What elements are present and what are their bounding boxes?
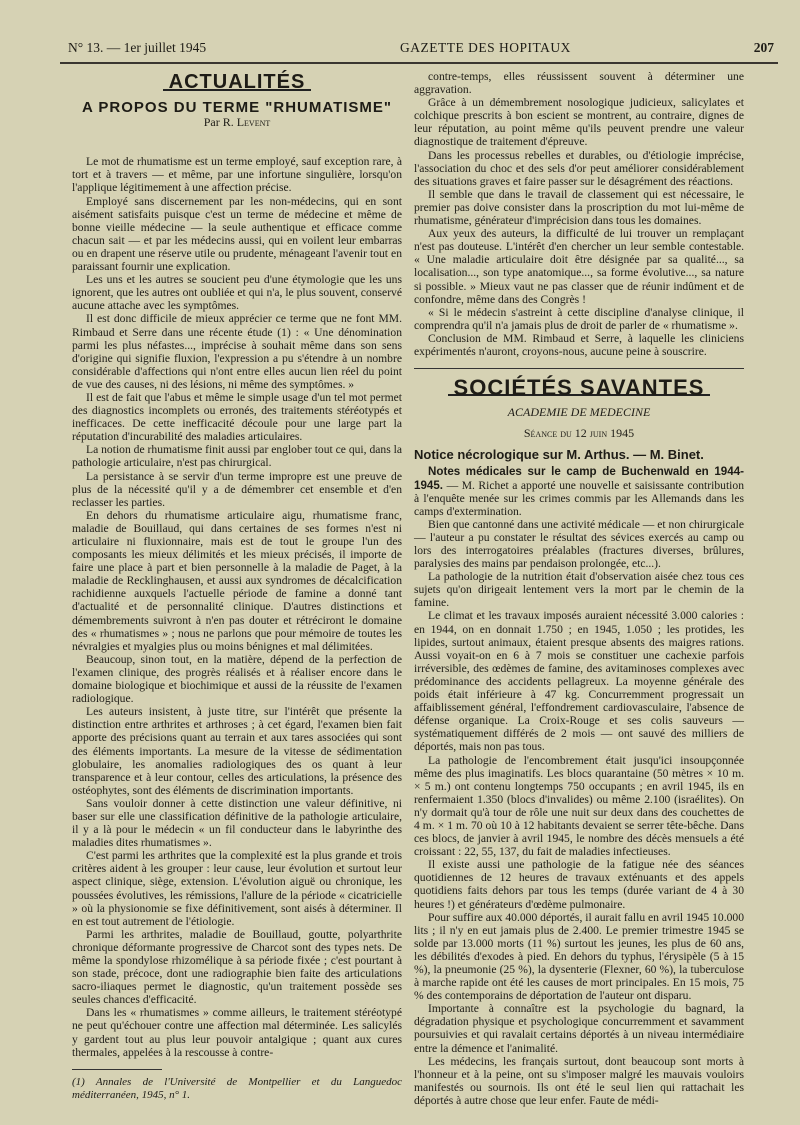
section-title-actualites: ACTUALITÉS bbox=[72, 76, 402, 91]
notes-body bbox=[414, 518, 744, 1107]
paragraph: La pathologie de l'encombrement était jusqu'ici insoupçonnée même des plus imaginatifs. Les blocs quarantaine (50 mètres × 10 m. × 5 m.) ont contenu longtemps 750 occupants ; en avril 1945, ils en renfermaient 1.350 (blocs d'invalides) ou même 2.100 (israélites). On n'y dormait qu'à tour de rôle une nuit sur deux dans des couchettes de 4 m. × 1 m. 70 où 10 à 12 habitants devaient se serrer tête-bêche. Dans ces blocs, de janvier à avril 1945, le nombre des décès mensuels a été croissant : 22, 55, 137, du fait de maladies infectieuses. bbox=[414, 753, 744, 859]
paragraph: Beaucoup, sinon tout, en la matière, dépend de la perfection de l'examen clinique, des progrès réalisés et à réaliser encore dans le domaine biologique et biochimique et aussi de la réussite de l'examen radiologique. bbox=[72, 652, 402, 706]
notice-heading: Notice nécrologique sur M. Arthus. — M. Binet. bbox=[414, 447, 704, 463]
notes-paragraph bbox=[414, 465, 744, 517]
paragraph: Conclusion de MM. Rimbaud et Serre, à laquelle les cliniciens expérimentés n'auront, croyons-nous, aucune peine à souscrire. bbox=[414, 331, 744, 358]
header-rule bbox=[60, 62, 778, 64]
paragraph: Dans les processus rebelles et durables, ou d'étiologie imprécise, l'association du choc et des sels d'or peut améliorer considérablement des situations graves et faire passer sur le désagrément des réactions. bbox=[414, 148, 744, 188]
footnote: (1) Annales de l'Université de Montpellier et du Languedoc méditerranéen, 1945, n° 1. bbox=[72, 1075, 402, 1101]
paragraph: contre-temps, elles réussissent souvent à déterminer une aggravation. bbox=[414, 70, 744, 97]
paragraph: Les uns et les autres se soucient peu d'une étymologie que les uns ignorent, que les autres ont oubliée et qui n'a, le plus souvent, conservé aucune attache avec les symptômes. bbox=[72, 273, 402, 313]
journal-title: GAZETTE DES HOPITAUX bbox=[400, 40, 571, 55]
paragraph: C'est parmi les arthrites que la complexité est la plus grande et trois critères aident à les grouper : leur cause, leur évolution et surtout leur aspect clinique, siège, extension. L'évolution aiguë ou chronique, les poussées évolutives, les rémissions, l'allure de la période « cicatricielle » où la physionomie se fixe définitivement, sont aisés à déterminer. Il en est tout autrement de l'étiologie. bbox=[72, 849, 402, 928]
article-byline bbox=[72, 116, 402, 129]
paragraph: Le climat et les travaux imposés auraient nécessité 3.000 calories : en 1944, on en donnait 1.750 ; en 1945, 1.050 ; les protides, les lipides, surtout animaux, étaient presque absents des maigres rations. Aussi voyait-on en 6 à 7 mois se constituer une cachexie parfois irréversible, des œdèmes de famine, des avitaminoses complexes avec prédominance des accidents pellagreux. La moyenne générale des poids était inférieure à 47 kg. Concurremment progressait un affaiblissement général, l'effondrement cardiovasculaire, l'absence de défense organique. La Croix-Rouge et ses colis sauveurs — systématiquement différés de 2 mois — ont sauvé des milliers de déportés, mais non pas tous. bbox=[414, 609, 744, 754]
running-header bbox=[62, 40, 774, 62]
academy-heading: ACADEMIE DE MEDECINE bbox=[507, 405, 651, 420]
footnote-rule bbox=[72, 1069, 162, 1070]
paragraph: La persistance à se servir d'un terme impropre est une preuve de plus de la nécessité qu'il y a de démembrer cet ensemble et d'en reclasser les parties. bbox=[72, 469, 402, 509]
paragraph: Pour suffire aux 40.000 déportés, il aurait fallu en avril 1945 10.000 lits ; il n'y en eut jamais plus de 2.400. Le premier trimestre 1945 se solde par 13.000 morts (11 %) surtout les jeunes, les plus de 60 ans, les débilités d'exodes à pied. En dehors du typhus, l'érysipèle (5 à 15 %), la pneumonie (25 %), la dysenterie (Flexner, 60 %), la tuberculose à marche rapide ont été les causes de mort principales. En 15 mois, 75 % des contemporains de déportation de l'auteur ont disparu. bbox=[414, 910, 744, 1003]
paragraph: Aux yeux des auteurs, la difficulté de lui trouver un remplaçant n'est pas douteuse. L'intérêt d'en chercher un leur semble contestable. « Une maladie articulaire doit être désignée par sa qualité..., sa localisation..., son type anatomique..., sa forme évolutive..., sa nature si possible. » Mieux vaut ne pas classer que de réunir indûment et de confondre, même dans des Congrès ! bbox=[414, 227, 744, 306]
paragraph: Les auteurs insistent, à juste titre, sur l'intérêt que présente la distinction entre arthrites et arthroses ; à cet égard, l'examen bien fait apporte des précisions quant au terrain et aux tares associées qui sont des éléments importants. La mesure de la vitesse de sédimentation globulaire, les anomalies radiologiques des os quant à leur transparence et à leur contour, celles des articulations, la présence des ostéophytes, sont des éléments de discrimination importants. bbox=[72, 705, 402, 797]
notes-lead: Notes médicales sur le camp de Buchenwald en 1944-1945. bbox=[414, 465, 744, 492]
paragraph: Les médecins, les français surtout, dont beaucoup sont morts à l'honneur et à la peine, ont su s'imposer malgré les mauvais vouloirs manifestés ou sournois. Ils ont été le seul lien qui rattachait les déportés à autre chose que leur enfer. Faute de médi- bbox=[414, 1054, 744, 1107]
paragraph: Bien que cantonné dans une activité médicale — et non chirurgicale — l'auteur a pu constater le résultat des sévices exercés au camp ou lors des interrogatoires préalables (fractures diverses, brûlures, paralysies des mains par pendaison prolongée, etc...). bbox=[414, 517, 744, 571]
issue-date: N° 13. — 1er juillet 1945 bbox=[68, 40, 207, 55]
paragraph: « Si le médecin s'astreint à cette discipline d'analyse clinique, il comprendra qu'il n'a jamais plus de droit de parler de « rhumatisme ». bbox=[414, 305, 744, 332]
paragraph: La pathologie de la nutrition était d'observation aisée chez tous ces sujets qu'on dirigeait lentement vers la mort par le chemin de la famine. bbox=[414, 570, 744, 610]
left-column bbox=[72, 70, 402, 1102]
paragraph: Dans les « rhumatismes » comme ailleurs, le traitement stéréotypé ne peut qu'échouer contre une affection mal déterminée. Les salicylés y gardent tout au plus leur pouvoir antalgique ; quant aux cures thermales, appelées à la rescousse à contre- bbox=[72, 1006, 402, 1059]
paragraph: En dehors du rhumatisme articulaire aigu, rhumatisme franc, maladie de Bouillaud, qui dans certaines de ses formes n'est ni articulaire ni fluxionnaire, mais est de tout le groupe l'un des composants les mieux délimités et les mieux précisés, il importe de faire une place à part et bien personnelle à la maladie de Paget, à la maladie de Recklinghausen, et aussi aux syndromes de décalcification rachidienne auxquels l'actuelle période de famine a donné tant d'actualité et de personnalité clinique. D'autres distinctions et démembrements suivront à n'en pas douter et rétréciront le domaine des « rhumatismes » ; nous ne parlons que pour mémoire de toutes les névralgies et myalgies plus ou moins bénignes et mal délimitées. bbox=[72, 508, 402, 653]
right-column bbox=[414, 70, 744, 1107]
article-continuation bbox=[414, 70, 744, 358]
page-number: 207 bbox=[753, 40, 774, 55]
paragraph: Importante à connaître est la psychologie du bagnard, la dégradation physique et psychologique concurremment et savamment poursuivies et qui ravalait certains déportés à un niveau intermédiaire entre la démence et l'animalité. bbox=[414, 1002, 744, 1055]
paragraph: Il semble que dans le travail de classement qui est nécessaire, le premier pas doive consister dans la proscription du mot lui-même de rhumatisme, générateur d'imprécision dans tous les domaines. bbox=[414, 187, 744, 228]
article-body bbox=[72, 155, 402, 1058]
session-date: Séance du 12 juin 1945 bbox=[523, 426, 635, 441]
byline-author: Levent bbox=[236, 115, 271, 130]
article-headline: A PROPOS DU TERME "RHUMATISME" bbox=[81, 99, 393, 117]
paragraph: Il est donc difficile de mieux apprécier ce terme que ne font MM. Rimbaud et Serre dans une récente étude (1) : « Une dénomination parmi les plus néfastes..., imprécise à souhait même dans son sens d'origine qui signifie fluxion, l'expression a pu s'étendre à un nombre considérable d'affections qui n'ont entre elles aucun lien réel du point de vue des causes, ni des lésions, ni même des symptômes. » bbox=[72, 312, 402, 391]
notes-first-text: — M. Richet a apporté une nouvelle et saisissante contribution à l'enquête menée sur les crimes commis par les Allemands dans les camps d'extermination. bbox=[414, 478, 744, 518]
byline-prefix: Par R. bbox=[203, 115, 234, 130]
paragraph: Le mot de rhumatisme est un terme employé, sauf exception rare, à tort et à travers — et même, par une infortune singulière, lorsqu'on l'applique légitimement à une affection précise. bbox=[72, 155, 402, 195]
section-title-societes: SOCIÉTÉS SAVANTES bbox=[414, 381, 744, 396]
paragraph: Il est de fait que l'abus et même le simple usage d'un tel mot permet des diagnostics incomplets ou erronés, des traitements stéréotypés et inefficaces. De cette inefficacité découle pour une large part la réputation d'incurabilité des maladies articulaires. bbox=[72, 390, 402, 444]
paragraph: La notion de rhumatisme finit aussi par englober tout ce qui, dans la pathologie articulaire, n'est pas chirurgical. bbox=[72, 443, 402, 470]
section-divider bbox=[414, 368, 744, 369]
paragraph: Grâce à un démembrement nosologique judicieux, salicylates et colchique prescrits à bon escient se montrent, au contraire, dignes de leur réputation, au point même qu'ils peuvent prendre une valeur diagnostique de traitement d'épreuve. bbox=[414, 96, 744, 149]
paragraph: Sans vouloir donner à cette distinction une valeur définitive, ni baser sur elle une classification définitive de la pathologie articulaire, il y a là pour le médecin « un fil conducteur dans le labyrinthe des maladies dites rhumatismes ». bbox=[72, 796, 402, 850]
paragraph: Il existe aussi une pathologie de la fatigue née des séances quotidiennes de 12 heures de travaux exténuants et des appels quotidiens faits dehors par tous les temps (durée variant de 4 à 30 heures !) et générateurs d'œdème pulmonaire. bbox=[414, 858, 744, 911]
paragraph: Parmi les arthrites, maladie de Bouillaud, goutte, polyarthrite chronique déformante progressive de Charcot sont des types nets. De même la spondylose rhizomélique à sa période fixée ; c'est pourtant à son stade, précoce, dont une radiographie bien faite des articulations sacro-iliaques permet le diagnostic, qu'un traitement possède ses seules chances d'efficacité. bbox=[72, 927, 402, 1007]
paragraph: Employé sans discernement par les non-médecins, qui en sont aisément satisfaits puisque c'est un terme de médecine et même de bonne vieille médecine — la seule authentique et efficace comme chacun sait — et par les médecins aussi, qui en voilent leur embarras ou en drapent une réserve utile ou prudente, ménageant l'avenir tout en paraissant fournir une explication. bbox=[72, 194, 402, 274]
